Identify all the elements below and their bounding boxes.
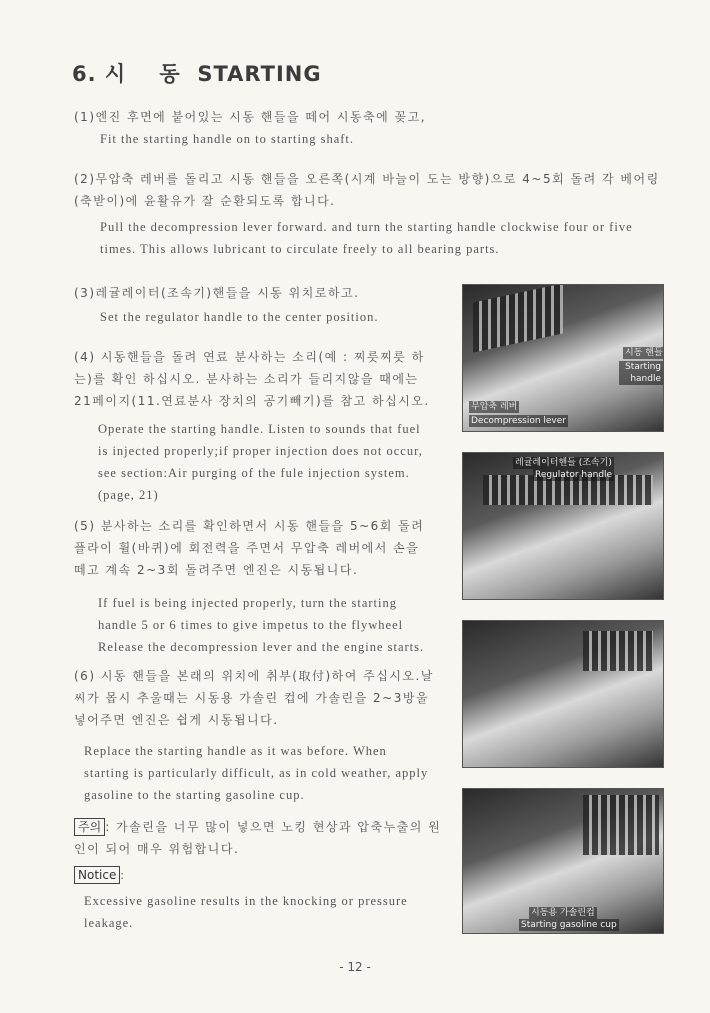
photo-regulator-handle xyxy=(462,452,664,600)
photo-1-label-en-2: Decompression lever xyxy=(471,416,566,426)
photo-4-label-ko: 시동용 가솔린컵 xyxy=(531,908,595,918)
step-3-english: Set the regulator handle to the center position. xyxy=(100,310,379,324)
photo-2-label-en: Regulator handle xyxy=(535,470,613,480)
section-title: 6. 시 동 STARTING xyxy=(72,62,322,86)
notice-english-text: Excessive gasoline results in the knocking or pressure leakage. xyxy=(84,894,408,930)
step-2-korean: (2)무압축 레버를 돌리고 시동 핸들을 오른쪽(시계 바늘이 도는 방향)으로 4~5회 돌려 각 베어링(축받이)에 윤활유가 잘 순환되도록 합니다. xyxy=(74,172,660,208)
engine-grille xyxy=(473,284,563,353)
photo-starting-handle xyxy=(462,284,664,432)
notice-korean xyxy=(74,816,444,860)
photo-1-label-ko-2: 무압축 레버 xyxy=(471,402,518,412)
engine-grille xyxy=(583,631,653,671)
step-2-english: Pull the decompression lever forward. and turn the starting handle clockwise four or five times. This allows lubricant to circulate freely to all bearing parts. xyxy=(100,220,633,256)
photo-gasoline-cup xyxy=(462,788,664,934)
step-5-english: If fuel is being injected properly, turn the starting handle 5 or 6 times to give impetus to the flywheel Release the decompression lever and the engine starts. xyxy=(98,596,425,654)
page-number: - 12 - xyxy=(339,960,371,974)
step-6-korean: (6) 시동 핸들을 본래의 위치에 취부(取付)하여 주십시오.날씨가 몹시 추울때는 시동용 가솔린 컵에 가솔린을 2~3방울 넣어주면 엔진은 쉽게 시동됩니다. xyxy=(74,669,434,727)
photo-4-label-en: Starting gasoline cup xyxy=(521,920,617,930)
step-4-english: Operate the starting handle. Listen to sounds that fuel is injected properly;if proper injection does not occur, see section:Air purging of the fule injection system. (page, 21) xyxy=(98,422,423,502)
engine-grille xyxy=(583,795,659,855)
step-4-korean: (4) 시동핸들을 돌려 연료 분사하는 소리(예 : 찌릇찌릇 하는)를 확인 하십시오. 분사하는 소리가 들리지않을 때에는 21페이지(11.연료분사 장치의 공기빼기)를 참고 하십시오. xyxy=(74,350,430,408)
photo-1-label-ko-1: 시동 핸들 xyxy=(625,348,663,358)
step-5-korean: (5) 분사하는 소리를 확인하면서 시동 핸들을 5~6회 돌려 플라이 휠(바퀴)에 회전력을 주면서 무압축 레버에서 손을 떼고 계속 2~3회 돌려주면 엔진은 시동됩니다. xyxy=(74,519,425,577)
photo-2-label-ko: 레귤레이터핸들 (조속기) xyxy=(515,458,612,468)
photo-1-label-en-1: Starting handle xyxy=(619,361,663,385)
notice-english-header xyxy=(74,864,125,886)
step-1-english: Fit the starting handle on to starting shaft. xyxy=(100,132,354,146)
notice-english-label: Notice xyxy=(74,866,120,884)
notice-korean-label: 주의 xyxy=(74,818,105,836)
notice-korean-text: : 가솔린을 너무 많이 넣으면 노킹 현상과 압축누출의 원인이 되어 매우 위험합니다. xyxy=(74,820,442,856)
step-6-english: Replace the starting handle as it was before. When starting is particularly difficult, as in cold weather, apply gasoline to the starting gasoline cup. xyxy=(84,744,429,802)
step-3-korean: (3)레귤레이터(조속기)핸들을 시동 위치로하고. xyxy=(74,286,360,300)
step-1-korean: (1)엔진 후면에 붙어있는 시동 핸들을 떼어 시동축에 꽂고, xyxy=(74,110,427,124)
notice-english-colon: : xyxy=(120,868,125,882)
photo-flywheel-cranking xyxy=(462,620,664,768)
